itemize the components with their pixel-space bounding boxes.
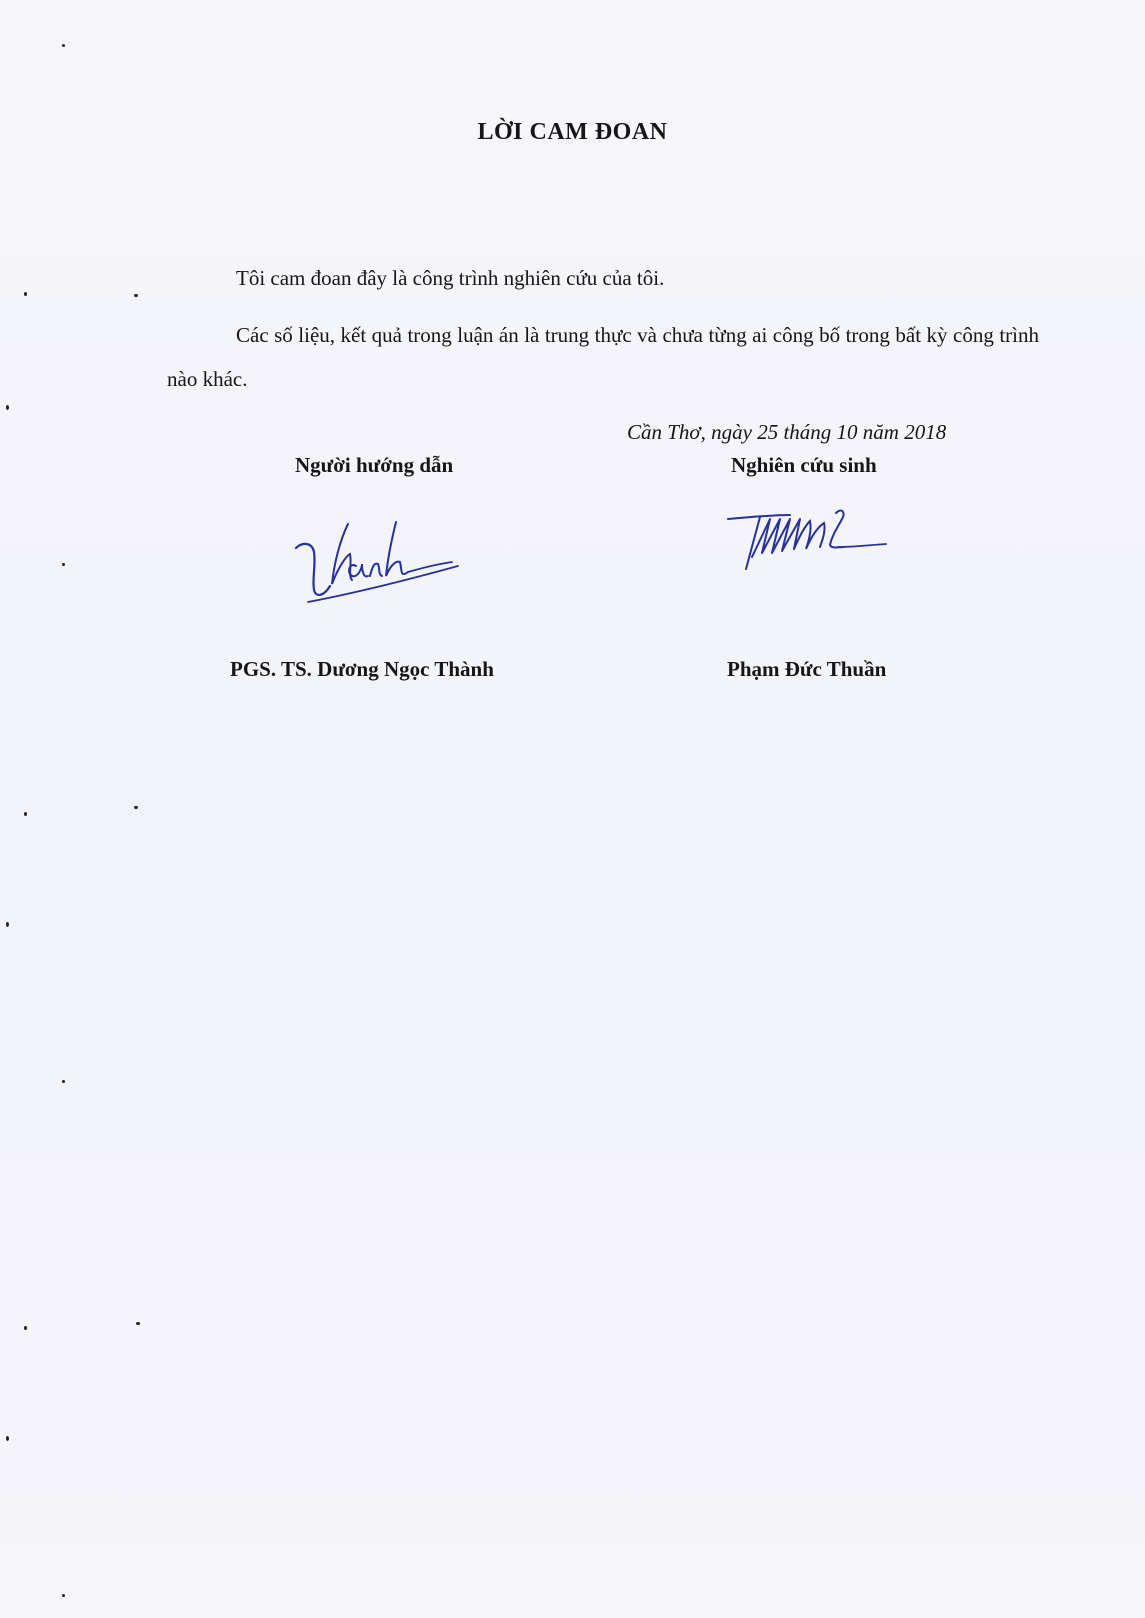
researcher-name: Phạm Đức Thuần [727,657,887,681]
scan-speck [6,1436,9,1441]
advisor-name: PGS. TS. Dương Ngọc Thành [230,657,494,681]
scan-speck [62,1080,65,1083]
scan-speck [62,1594,65,1597]
scan-speck [24,292,27,296]
document-title: LỜI CAM ĐOAN [477,119,668,145]
scan-speck [134,806,138,809]
scan-speck [62,44,65,47]
paragraph-declaration: Tôi cam đoan đây là công trình nghiên cứu của tôi. [236,266,665,290]
scan-speck [24,1326,27,1330]
scan-speck [134,294,138,297]
advisor-role-label: Người hướng dẫn [295,453,454,477]
advisor-signature [290,520,480,625]
scan-speck [6,922,9,927]
scan-speck [6,405,9,410]
scan-speck [62,563,65,566]
paragraph-data-integrity: Các số liệu, kết quả trong luận án là trung thực và chưa từng ai công bố trong bất kỳ công trình nào khác. [167,323,1039,391]
date-line: Cần Thơ, ngày 25 tháng 10 năm 2018 [627,420,947,444]
researcher-signature [720,505,910,600]
scan-speck [24,812,27,816]
researcher-role-label: Nghiên cứu sinh [731,453,877,477]
scan-speck [136,1322,140,1325]
